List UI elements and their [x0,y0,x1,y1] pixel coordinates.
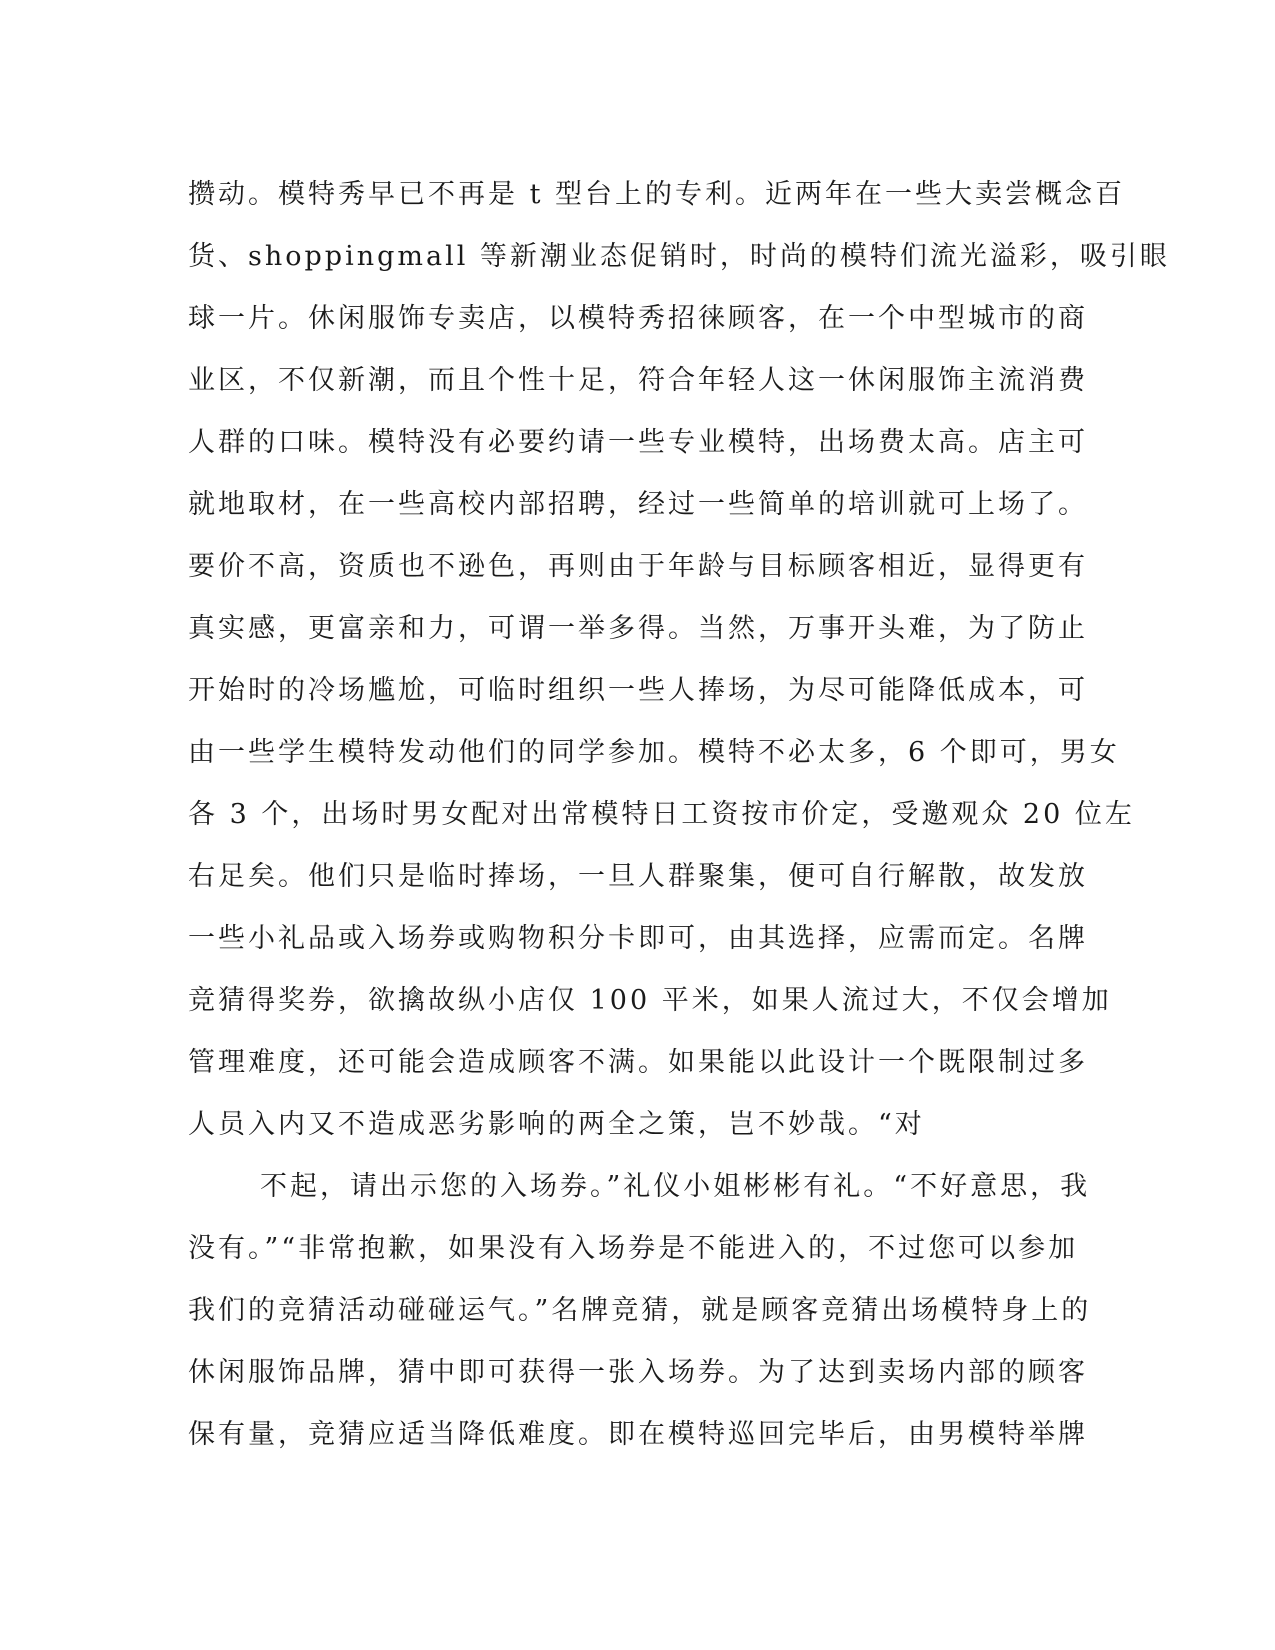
text-line: 管理难度，还可能会造成顾客不满。如果能以此设计一个既限制过多 [188,1047,1088,1078]
text-line: 攒动。模特秀早已不再是 t 型台上的专利。近两年在一些大卖尝概念百 [188,179,1126,210]
text-line: 我们的竞猜活动碰碰运气。”名牌竞猜，就是顾客竞猜出场模特身上的 [188,1295,1092,1326]
text-line: 休闲服饰品牌，猜中即可获得一张入场券。为了达到卖场内部的顾客 [188,1357,1088,1388]
text-line: 业区，不仅新潮，而且个性十足，符合年轻人这一休闲服饰主流消费 [188,365,1088,396]
paragraph-2 [188,1156,1092,1466]
text-line: 由一些学生模特发动他们的同学参加。模特不必太多，6 个即可，男女 [188,737,1120,768]
text-line: 球一片。休闲服饰专卖店，以模特秀招徕顾客，在一个中型城市的商 [188,303,1088,334]
document-body [188,164,1170,1466]
text-line: 右足矣。他们只是临时捧场，一旦人群聚集，便可自行解散，故发放 [188,861,1088,892]
text-line: 人员入内又不造成恶劣影响的两全之策，岂不妙哉。“对 [188,1109,925,1140]
text-line: 保有量，竞猜应适当降低难度。即在模特巡回完毕后，由男模特举牌 [188,1419,1088,1450]
paragraph-1 [188,164,1170,1156]
text-line: 不起，请出示您的入场券。”礼仪小姐彬彬有礼。“不好意思，我 [260,1171,1091,1202]
text-line: 人群的口味。模特没有必要约请一些专业模特，出场费太高。店主可 [188,427,1088,458]
text-line: 开始时的冷场尴尬，可临时组织一些人捧场，为尽可能降低成本，可 [188,675,1088,706]
text-line: 就地取材，在一些高校内部招聘，经过一些简单的培训就可上场了。 [188,489,1088,520]
text-line: 竞猜得奖券，欲擒故纵小店仅 100 平米，如果人流过大，不仅会增加 [188,985,1112,1016]
text-line: 没有。”“非常抱歉，如果没有入场券是不能进入的，不过您可以参加 [188,1233,1079,1264]
text-line: 要价不高，资质也不逊色，再则由于年龄与目标顾客相近，显得更有 [188,551,1088,582]
text-line: 一些小礼品或入场券或购物积分卡即可，由其选择，应需而定。名牌 [188,923,1088,954]
text-line: 真实感，更富亲和力，可谓一举多得。当然，万事开头难，为了防止 [188,613,1088,644]
text-line: 各 3 个，出场时男女配对出常模特日工资按市价定，受邀观众 20 位左 [188,799,1135,830]
text-line: 货、shoppingmall 等新潮业态促销时，时尚的模特们流光溢彩，吸引眼 [188,241,1170,272]
